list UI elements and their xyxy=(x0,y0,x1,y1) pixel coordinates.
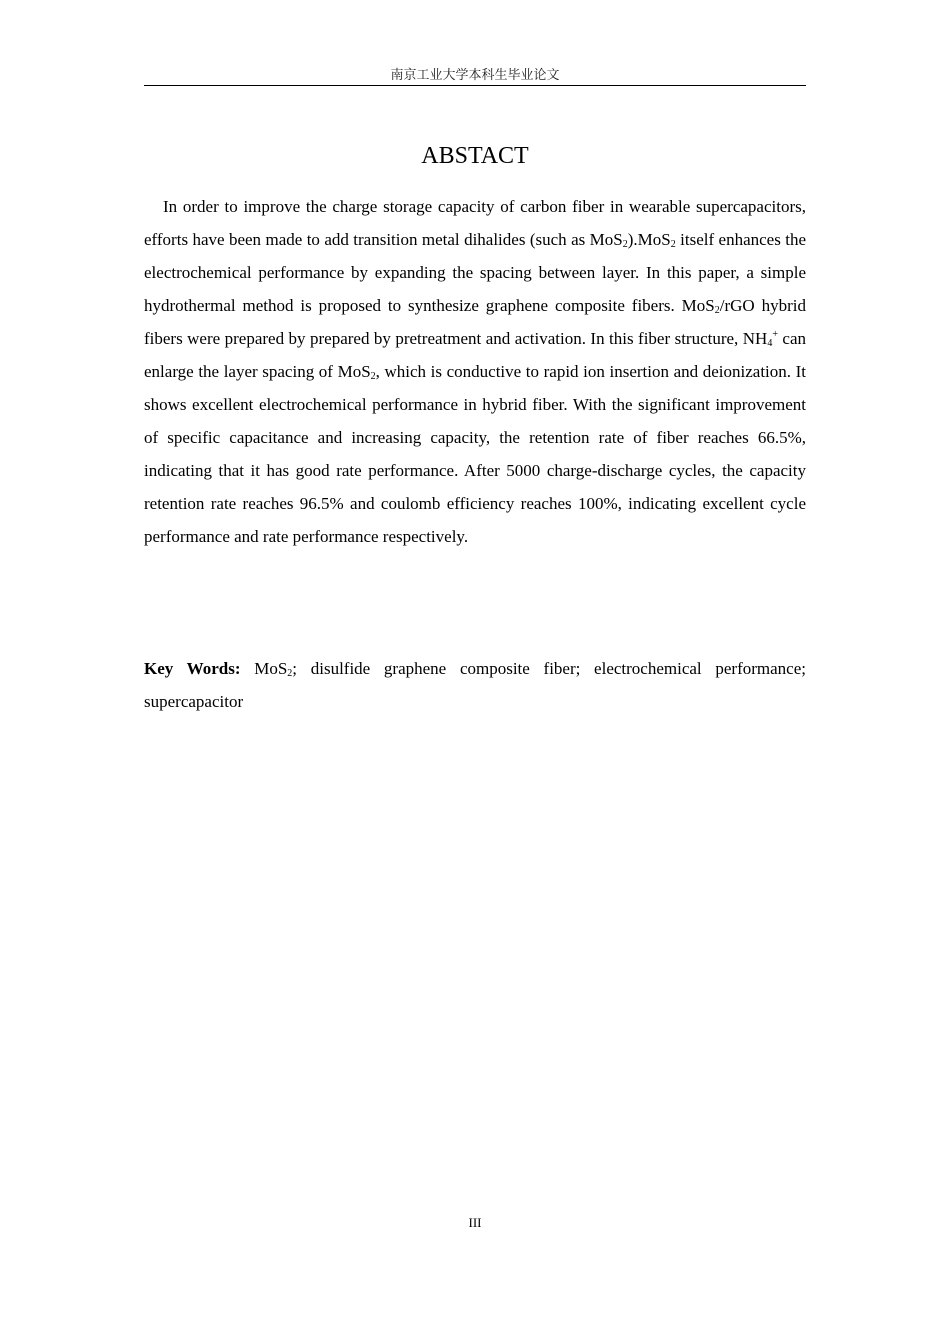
abstract-text: can enlarge the layer spacing of MoS xyxy=(144,329,807,381)
abstract-text: , which is conductive to rapid ion insertion and deionization. It shows excellent electrochemical performance in hybrid fiber. With the significant improvement of specific capacitance and increasing capacity, the retention rate of fiber reaches 66.5%, indicating that it has good rate performance. After 5000 charge-discharge cycles, the capacity retention rate reaches 96.5% and coulomb efficiency reaches 100%, indicating excellent cycle performance and rate performance respectively. xyxy=(144,362,807,546)
subscript: 2 xyxy=(714,305,720,316)
subscript: 2 xyxy=(622,239,628,250)
abstract-text: /rGO hybrid fibers were prepared by prepared by pretreatment and activation. In this fiber structure, NH xyxy=(144,296,806,348)
page-number: III xyxy=(468,1215,482,1230)
page-title: ABSTACT xyxy=(421,143,529,169)
abstract-body xyxy=(144,190,806,553)
header-rule xyxy=(144,85,806,86)
keywords-section xyxy=(144,652,806,718)
subscript: 2 xyxy=(670,239,676,250)
abstract-text: ).MoS xyxy=(627,230,671,249)
keywords-text: ; disulfide graphene composite fiber; electrochemical performance; supercapacitor xyxy=(144,659,806,711)
running-header: 南京工业大学本科生毕业论文 xyxy=(390,67,560,82)
subscript: 4 xyxy=(767,338,773,349)
keywords-text: MoS xyxy=(240,659,288,678)
subscript: 2 xyxy=(370,371,376,382)
abstract-text: itself enhances the electrochemical performance by expanding the spacing between layer. In this paper, a simple hydrothermal method is proposed to synthesize graphene composite fibers. MoS xyxy=(144,230,807,315)
subscript: 2 xyxy=(287,668,293,679)
abstract-text: In order to improve the charge storage capacity of carbon fiber in wearable supercapacitors, efforts have been made to add transition metal dihalides (such as MoS xyxy=(144,197,806,249)
superscript: + xyxy=(772,329,778,340)
keywords-label: Key Words: xyxy=(144,659,241,678)
abstract-paragraph xyxy=(144,190,806,553)
